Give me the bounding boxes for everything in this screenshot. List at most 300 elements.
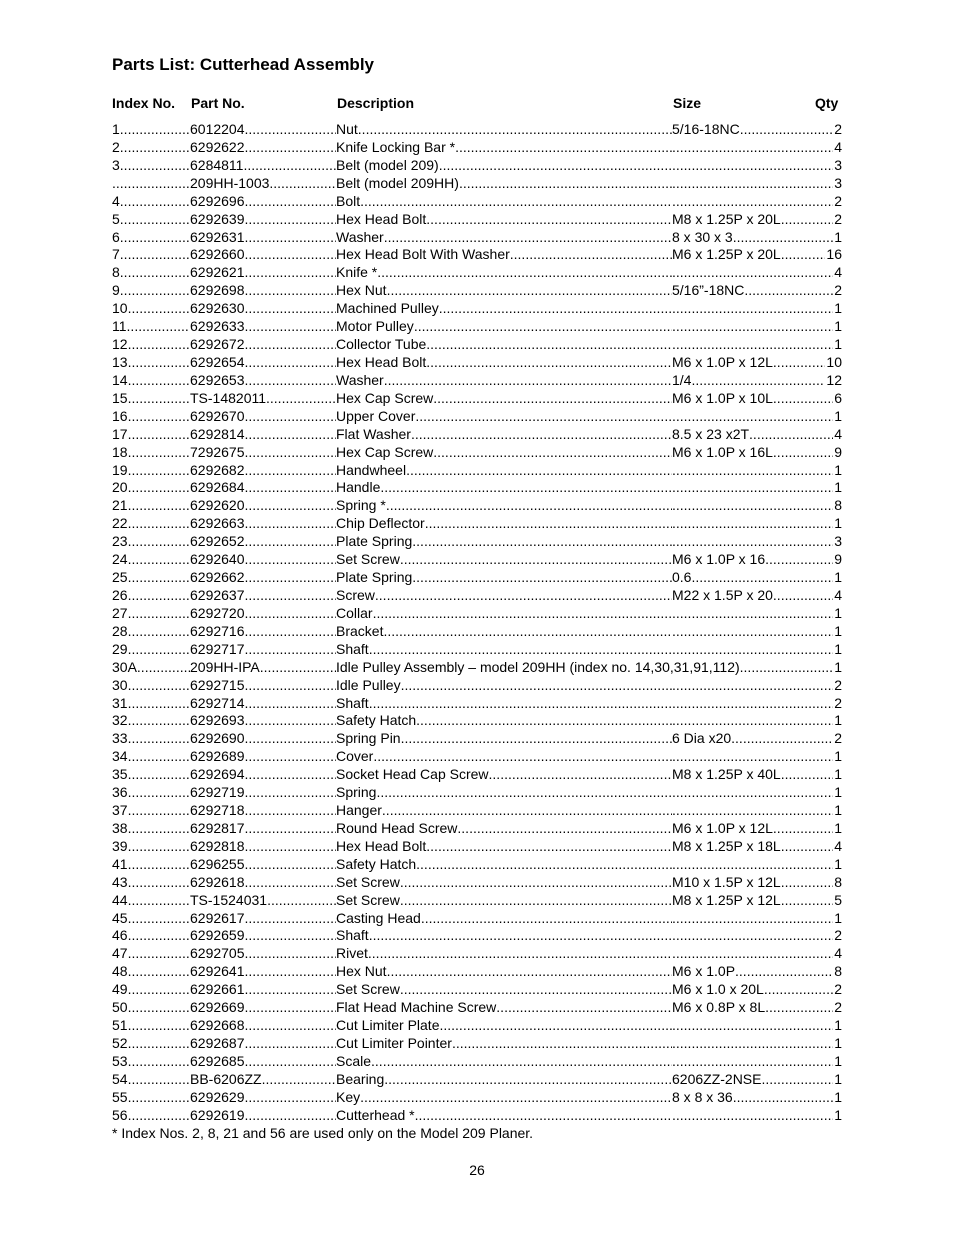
index-cell: 7 — [112, 246, 120, 263]
description-cell: Socket Head Cap Screw — [336, 766, 489, 783]
table-row — [112, 999, 842, 1017]
dot-leader — [128, 999, 190, 1017]
table-row — [112, 641, 842, 659]
size-cell: 8.5 x 23 x2T — [672, 425, 750, 442]
dot-leader — [266, 390, 336, 408]
dot-leader — [245, 372, 336, 390]
qty-cell: 4 — [834, 425, 842, 442]
index-cell: 51 — [112, 1017, 128, 1034]
dot-leader — [358, 121, 672, 139]
size-cell: M6 x 1.25P x 20L — [672, 246, 781, 263]
part-number-cell: BB-6206ZZ — [190, 1070, 262, 1087]
qty-cell: 1 — [834, 336, 842, 353]
table-row — [112, 766, 842, 784]
size-cell: M8 x 1.25P x 20L — [672, 210, 781, 227]
dot-leader — [433, 390, 672, 408]
dot-leader — [439, 157, 672, 175]
dot-leader — [380, 479, 672, 497]
dot-leader — [672, 175, 833, 193]
dot-leader — [128, 910, 190, 928]
table-row — [112, 605, 842, 623]
qty-cell: 3 — [834, 156, 842, 173]
dot-leader — [416, 856, 672, 874]
description-cell: Upper Cover — [336, 407, 416, 424]
table-row — [112, 1053, 842, 1071]
part-number-cell: 6292617 — [190, 909, 245, 926]
dot-leader — [764, 981, 833, 999]
dot-leader — [245, 695, 336, 713]
dot-leader — [369, 641, 672, 659]
dot-leader — [128, 892, 190, 910]
index-cell: 27 — [112, 604, 128, 621]
part-number-cell: 6292654 — [190, 353, 245, 370]
index-cell: 15 — [112, 389, 128, 406]
table-row — [112, 784, 842, 802]
dot-leader — [128, 569, 190, 587]
dot-leader — [245, 211, 336, 229]
dot-leader — [245, 945, 336, 963]
index-cell: 35 — [112, 766, 128, 783]
size-cell: M6 x 1.0P x 12L — [672, 353, 773, 370]
index-cell: 6 — [112, 228, 120, 245]
description-cell: Belt (model 209HH) — [336, 174, 459, 191]
dot-leader — [245, 229, 336, 247]
dot-leader — [376, 784, 672, 802]
part-number-cell: 6292682 — [190, 461, 245, 478]
part-number-cell: 6292653 — [190, 371, 245, 388]
size-cell: M8 x 1.25P x 12L — [672, 891, 781, 908]
description-cell: Bolt — [336, 192, 361, 209]
part-number-cell: 6292639 — [190, 210, 245, 227]
dot-leader — [245, 605, 336, 623]
table-row — [112, 157, 842, 175]
header-size: Size — [673, 95, 702, 111]
dot-leader — [137, 659, 190, 677]
dot-leader — [744, 282, 833, 300]
dot-leader — [426, 336, 672, 354]
table-row — [112, 712, 842, 730]
dot-leader — [245, 784, 336, 802]
table-row — [112, 730, 842, 748]
dot-leader — [128, 677, 190, 695]
index-cell: 39 — [112, 837, 128, 854]
qty-cell: 1 — [834, 604, 842, 621]
description-cell: Nut — [336, 121, 358, 137]
dot-leader — [672, 856, 833, 874]
dot-leader — [245, 1089, 336, 1107]
dot-leader — [384, 372, 672, 390]
qty-cell: 5 — [834, 891, 842, 908]
qty-cell: 1 — [834, 1035, 842, 1052]
dot-leader — [128, 354, 190, 372]
dot-leader — [120, 121, 190, 139]
dot-leader — [425, 515, 672, 533]
index-cell: 26 — [112, 586, 128, 603]
table-row — [112, 229, 842, 247]
part-number-cell: 6292660 — [190, 246, 245, 263]
index-cell: 12 — [112, 336, 128, 353]
size-cell: 5/16”-18NC — [672, 282, 745, 299]
dot-leader — [672, 1053, 833, 1071]
dot-leader — [245, 999, 336, 1017]
dot-leader — [733, 1089, 834, 1107]
qty-cell: 4 — [834, 586, 842, 603]
dot-leader — [672, 479, 833, 497]
size-cell: 5/16-18NC — [672, 121, 740, 137]
dot-leader — [245, 1017, 336, 1035]
dot-leader — [245, 515, 336, 533]
part-number-cell: 6292814 — [190, 425, 245, 442]
description-cell: Collector Tube — [336, 336, 427, 353]
table-row — [112, 748, 842, 766]
dot-leader — [120, 211, 190, 229]
index-cell: 30 — [112, 676, 128, 693]
size-cell: M6 x 1.0 x 20L — [672, 981, 764, 998]
description-cell: Spring * — [336, 497, 386, 514]
description-cell: Shaft — [336, 927, 369, 944]
index-cell: 34 — [112, 748, 128, 765]
dot-leader — [245, 712, 336, 730]
description-cell: Safety Hatch — [336, 855, 417, 872]
dot-leader — [128, 336, 190, 354]
dot-leader — [781, 892, 834, 910]
dot-leader — [245, 336, 336, 354]
qty-cell: 1 — [834, 909, 842, 926]
dot-leader — [128, 1053, 190, 1071]
dot-leader — [415, 408, 672, 426]
qty-cell: 1 — [834, 784, 842, 801]
index-cell: 55 — [112, 1088, 128, 1105]
index-cell: 25 — [112, 569, 128, 586]
dot-leader — [400, 551, 672, 569]
page-number: 26 — [469, 1162, 485, 1178]
table-row — [112, 462, 842, 480]
part-number-cell: 6292622 — [190, 138, 245, 155]
part-number-cell: 7292675 — [190, 443, 245, 460]
dot-leader — [245, 354, 336, 372]
dot-leader — [672, 139, 833, 157]
index-cell: 24 — [112, 551, 128, 568]
description-cell: Hex Head Bolt With Washer — [336, 246, 510, 263]
dot-leader — [672, 712, 833, 730]
qty-cell: 1 — [834, 640, 842, 657]
dot-leader — [672, 677, 833, 695]
dot-leader — [128, 1035, 190, 1053]
part-number-cell: 6292659 — [190, 927, 245, 944]
dot-leader — [672, 605, 833, 623]
dot-leader — [245, 623, 336, 641]
dot-leader — [128, 695, 190, 713]
part-number-cell: 6292818 — [190, 837, 245, 854]
index-cell: 46 — [112, 927, 128, 944]
dot-leader — [128, 515, 190, 533]
dot-leader — [375, 587, 672, 605]
size-cell: 6 Dia x20 — [672, 730, 732, 747]
table-row — [112, 121, 842, 139]
qty-cell: 1 — [834, 228, 842, 245]
qty-cell: 1 — [834, 1106, 842, 1123]
qty-cell: 1 — [834, 461, 842, 478]
part-number-cell: 6292694 — [190, 766, 245, 783]
dot-leader — [245, 462, 336, 480]
dot-leader — [243, 157, 336, 175]
part-number-cell: 6292705 — [190, 945, 245, 962]
dot-leader — [128, 479, 190, 497]
table-row — [112, 533, 842, 551]
table-row — [112, 1089, 842, 1107]
dot-leader — [245, 802, 336, 820]
dot-leader — [672, 515, 833, 533]
table-row — [112, 963, 842, 981]
index-cell: 16 — [112, 407, 128, 424]
dot-leader — [245, 264, 336, 282]
index-cell: 30A — [112, 658, 137, 675]
table-row — [112, 318, 842, 336]
table-row — [112, 856, 842, 874]
description-cell: Casting Head — [336, 909, 421, 926]
qty-cell: 1 — [834, 748, 842, 765]
index-cell: 2 — [112, 138, 120, 155]
dot-leader — [267, 892, 336, 910]
qty-cell: 1 — [834, 855, 842, 872]
dot-leader — [691, 569, 833, 587]
qty-cell: 1 — [834, 407, 842, 424]
dot-leader — [781, 246, 826, 264]
dot-leader — [740, 121, 834, 139]
dot-leader — [120, 229, 190, 247]
qty-cell: 3 — [834, 174, 842, 191]
dot-leader — [128, 372, 190, 390]
dot-leader — [245, 874, 336, 892]
table-row — [112, 139, 842, 157]
dot-leader — [245, 1053, 336, 1071]
table-row — [112, 695, 842, 713]
part-number-cell: 6292620 — [190, 497, 245, 514]
index-cell: 17 — [112, 425, 128, 442]
dot-leader — [245, 479, 336, 497]
index-cell: 9 — [112, 282, 120, 299]
qty-cell: 2 — [834, 981, 842, 998]
qty-cell: 2 — [834, 192, 842, 209]
dot-leader — [128, 730, 190, 748]
dot-leader — [128, 623, 190, 641]
dot-leader — [245, 444, 336, 462]
part-number-cell: 6292719 — [190, 784, 245, 801]
index-cell: 18 — [112, 443, 128, 460]
dot-leader — [749, 426, 833, 444]
dot-leader — [384, 229, 672, 247]
description-cell: Hex Cap Screw — [336, 389, 434, 406]
footnote: * Index Nos. 2, 8, 21 and 56 are used only on the Model 209 Planer. — [112, 1125, 534, 1141]
description-cell: Washer — [336, 371, 384, 388]
description-cell: Bearing — [336, 1070, 385, 1087]
dot-leader — [245, 963, 336, 981]
description-cell: Key — [336, 1088, 361, 1105]
qty-cell: 4 — [834, 264, 842, 281]
dot-leader — [400, 892, 672, 910]
part-number-cell: 6292637 — [190, 586, 245, 603]
dot-leader — [128, 856, 190, 874]
size-cell: 8 x 8 x 36 — [672, 1088, 733, 1105]
dot-leader — [128, 802, 190, 820]
dot-leader — [426, 354, 672, 372]
part-number-cell: 6292685 — [190, 1052, 245, 1069]
size-cell: M6 x 1.0P x 10L — [672, 389, 773, 406]
description-cell: Set Screw — [336, 551, 400, 568]
part-number-cell: 6292668 — [190, 1017, 245, 1034]
dot-leader — [262, 1071, 336, 1089]
dot-leader — [245, 246, 336, 264]
dot-leader — [433, 444, 672, 462]
part-number-cell: 209HH-1003 — [190, 174, 270, 191]
header-qty: Qty — [815, 95, 839, 111]
part-number-cell: 6292640 — [190, 551, 245, 568]
dot-leader — [245, 910, 336, 928]
description-cell: Shaft — [336, 640, 369, 657]
dot-leader — [489, 766, 672, 784]
dot-leader — [128, 641, 190, 659]
dot-leader — [672, 408, 833, 426]
dot-leader — [128, 462, 190, 480]
dot-leader — [400, 874, 672, 892]
qty-cell: 1 — [834, 1088, 842, 1105]
dot-leader — [373, 605, 672, 623]
dot-leader — [128, 712, 190, 730]
description-cell: Chip Deflector — [336, 515, 425, 532]
qty-cell: 1 — [834, 1017, 842, 1034]
table-row — [112, 264, 842, 282]
dot-leader — [672, 300, 833, 318]
dot-leader — [672, 193, 833, 211]
dot-leader — [672, 695, 833, 713]
table-row — [112, 300, 842, 318]
dot-leader — [672, 1107, 833, 1125]
description-cell: Plate Spring — [336, 569, 413, 586]
dot-leader — [128, 533, 190, 551]
dot-leader — [765, 999, 833, 1017]
qty-cell: 1 — [834, 766, 842, 783]
dot-leader — [128, 927, 190, 945]
table-row — [112, 838, 842, 856]
qty-cell: 2 — [834, 927, 842, 944]
index-cell: 10 — [112, 300, 128, 317]
header-index: Index No. — [112, 95, 176, 111]
dot-leader — [128, 766, 190, 784]
header-part: Part No. — [191, 95, 245, 111]
table-row — [112, 927, 842, 945]
index-cell: 52 — [112, 1035, 128, 1052]
dot-leader — [439, 300, 672, 318]
dot-leader — [377, 264, 672, 282]
description-cell: Hanger — [336, 802, 382, 819]
table-row — [112, 282, 842, 300]
index-cell: 41 — [112, 855, 128, 872]
table-row — [112, 910, 842, 928]
dot-leader — [245, 641, 336, 659]
dot-leader — [128, 748, 190, 766]
dot-leader — [672, 318, 833, 336]
qty-cell: 8 — [834, 963, 842, 980]
index-cell: 3 — [112, 156, 120, 173]
dot-leader — [245, 282, 336, 300]
table-row — [112, 892, 842, 910]
dot-leader — [773, 390, 833, 408]
part-number-cell: 6292696 — [190, 192, 245, 209]
dot-leader — [400, 981, 672, 999]
dot-leader — [672, 802, 833, 820]
dot-leader — [416, 712, 672, 730]
part-number-cell: 6012204 — [190, 121, 245, 137]
size-cell: M6 x 1.0P x 12L — [672, 819, 773, 836]
index-cell: 22 — [112, 515, 128, 532]
table-row — [112, 1071, 842, 1089]
part-number-cell: TS-1524031 — [190, 891, 268, 908]
dot-leader — [386, 497, 672, 515]
index-cell: 21 — [112, 497, 128, 514]
dot-leader — [120, 193, 190, 211]
table-row — [112, 336, 842, 354]
dot-leader — [245, 981, 336, 999]
dot-leader — [765, 551, 833, 569]
dot-leader — [672, 927, 833, 945]
index-cell: 5 — [112, 210, 120, 227]
qty-cell: 8 — [834, 497, 842, 514]
index-cell: 33 — [112, 730, 128, 747]
index-cell: 28 — [112, 622, 128, 639]
dot-leader — [120, 139, 190, 157]
dot-leader — [128, 444, 190, 462]
table-row — [112, 211, 842, 229]
qty-cell: 8 — [834, 873, 842, 890]
part-number-cell: 6292689 — [190, 748, 245, 765]
description-cell: Motor Pulley — [336, 318, 414, 335]
table-row — [112, 372, 842, 390]
dot-leader — [672, 1017, 833, 1035]
description-cell: Screw — [336, 586, 375, 603]
dot-leader — [455, 139, 672, 157]
dot-leader — [406, 462, 672, 480]
description-cell: Set Screw — [336, 873, 400, 890]
table-row — [112, 587, 842, 605]
dot-leader — [781, 766, 834, 784]
dot-leader — [415, 1107, 672, 1125]
description-cell: Flat Head Machine Screw — [336, 999, 497, 1016]
qty-cell: 2 — [834, 999, 842, 1016]
dot-leader — [245, 730, 336, 748]
dot-leader — [128, 551, 190, 569]
dot-leader — [245, 408, 336, 426]
qty-cell: 12 — [826, 371, 842, 388]
qty-cell: 1 — [834, 622, 842, 639]
index-cell: 53 — [112, 1052, 128, 1069]
dot-leader — [773, 354, 826, 372]
table-row — [112, 659, 842, 677]
qty-cell: 1 — [834, 712, 842, 729]
dot-leader — [369, 927, 672, 945]
dot-leader — [672, 945, 833, 963]
dot-leader — [245, 677, 336, 695]
qty-cell: 1 — [834, 479, 842, 496]
dot-leader — [369, 695, 672, 713]
dot-leader — [672, 533, 833, 551]
dot-leader — [120, 282, 190, 300]
dot-leader — [672, 748, 833, 766]
table-row — [112, 1035, 842, 1053]
dot-leader — [245, 1035, 336, 1053]
qty-cell: 10 — [826, 353, 842, 370]
dot-leader — [128, 1017, 190, 1035]
dot-leader — [426, 838, 672, 856]
